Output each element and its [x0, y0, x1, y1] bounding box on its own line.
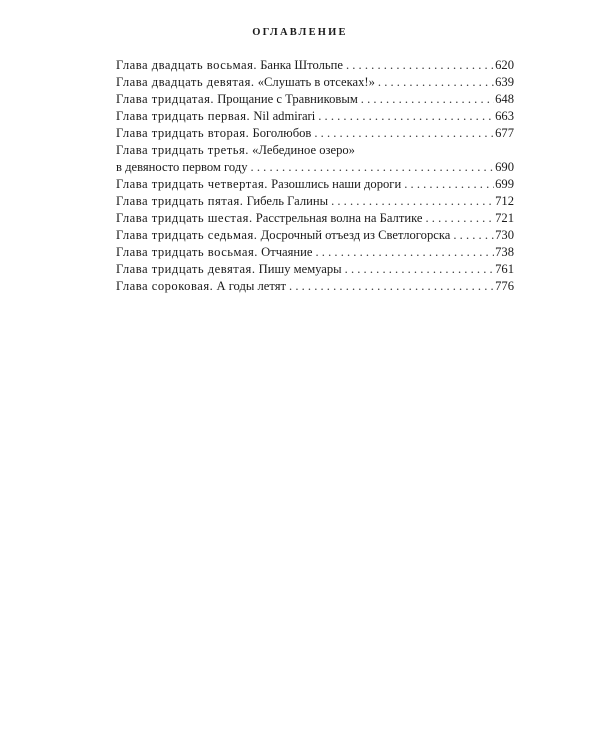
chapter-title: «Лебединое озеро»: [252, 143, 355, 157]
dot-leader: [346, 57, 494, 74]
page-number: 761: [495, 262, 514, 276]
page-number: 639: [495, 75, 514, 89]
toc-entry-line: [116, 176, 514, 193]
dot-leader: [251, 159, 495, 176]
toc-entry-text: [116, 261, 342, 278]
toc-entry-31[interactable]: [116, 108, 514, 125]
chapter-label: Глава тридцать пятая.: [116, 194, 244, 208]
chapter-label: Глава тридцать четвертая.: [116, 177, 268, 191]
toc-entry-text: [116, 74, 375, 91]
toc-entry-line: [116, 91, 514, 108]
toc-entry-28[interactable]: [116, 57, 514, 74]
toc-entry-text: [116, 210, 422, 227]
toc-entry-first-line: [116, 142, 514, 159]
page-number: 663: [495, 109, 514, 123]
page-number: 721: [495, 211, 514, 225]
toc-entry-line: [116, 193, 514, 210]
chapter-title: Пишу мемуары: [258, 262, 342, 276]
toc-entry-line: [116, 57, 514, 74]
page-number: 738: [495, 245, 514, 259]
toc-entry-38[interactable]: [116, 244, 514, 261]
toc-entry-line: [116, 227, 514, 244]
chapter-label: Глава тридцатая.: [116, 92, 215, 106]
chapter-title: А годы летят: [216, 279, 287, 293]
toc-entry-37[interactable]: [116, 227, 514, 244]
chapter-label: Глава тридцать вторая.: [116, 126, 250, 140]
toc-entry-36[interactable]: [116, 210, 514, 227]
dot-leader: [404, 176, 494, 193]
chapter-title: Расстрельная волна на Балтике: [255, 211, 423, 225]
chapter-title: Боголюбов: [252, 126, 312, 140]
chapter-title: Прощание с Травниковым: [217, 92, 358, 106]
page-number: 620: [495, 58, 514, 72]
chapter-label: Глава двадцать восьмая.: [116, 58, 258, 72]
toc-entry-29[interactable]: [116, 74, 514, 91]
chapter-title: Банка Штольпе: [260, 58, 343, 72]
dot-leader: [361, 91, 494, 108]
chapter-title: «Слушать в отсеках!»: [257, 75, 375, 89]
chapter-title: Разошлись наши дороги: [271, 177, 402, 191]
toc-entry-line: [116, 108, 514, 125]
dot-leader: [453, 227, 494, 244]
dot-leader: [425, 210, 494, 227]
chapter-label: Глава тридцать шестая.: [116, 211, 253, 225]
toc-entry-line: [116, 210, 514, 227]
toc-entry-text: [116, 244, 313, 261]
toc-entry-33[interactable]: [116, 142, 514, 176]
dot-leader: [314, 125, 494, 142]
chapter-label: Глава тридцать девятая.: [116, 262, 256, 276]
toc-entry-text: [116, 278, 286, 295]
toc-entry-text: [116, 176, 401, 193]
page-number: 730: [495, 228, 514, 242]
toc-entry-text: [116, 91, 358, 108]
dot-leader: [316, 244, 495, 261]
toc-entry-40[interactable]: [116, 278, 514, 295]
page-number: 648: [495, 92, 514, 106]
toc-entry-34[interactable]: [116, 176, 514, 193]
page-number: 677: [495, 126, 514, 140]
table-of-contents: [116, 57, 514, 295]
dot-leader: [318, 108, 494, 125]
toc-entry-line: [116, 159, 514, 176]
page-number: 699: [495, 177, 514, 191]
toc-entry-line: [116, 261, 514, 278]
toc-entry-line: [116, 74, 514, 91]
chapter-label: Глава тридцать третья.: [116, 143, 249, 157]
toc-entry-35[interactable]: [116, 193, 514, 210]
toc-entry-line: [116, 125, 514, 142]
toc-entry-line: [116, 244, 514, 261]
chapter-label: Глава сороковая.: [116, 279, 214, 293]
toc-entry-30[interactable]: [116, 91, 514, 108]
toc-entry-line: [116, 278, 514, 295]
dot-leader: [331, 193, 494, 210]
toc-entry-32[interactable]: [116, 125, 514, 142]
dot-leader: [289, 278, 494, 295]
chapter-title: Nil admirari: [253, 109, 316, 123]
page-number: 690: [495, 160, 514, 174]
toc-entry-text: [116, 193, 328, 210]
chapter-label: Глава тридцать восьмая.: [116, 245, 258, 259]
toc-entry-39[interactable]: [116, 261, 514, 278]
chapter-title-continued: в девяносто первом году: [116, 160, 248, 174]
page-number: 776: [495, 279, 514, 293]
chapter-label: Глава тридцать седьмая.: [116, 228, 258, 242]
chapter-title: Досрочный отъезд из Светлогорска: [260, 228, 451, 242]
chapter-label: Глава тридцать первая.: [116, 109, 251, 123]
toc-entry-text: [116, 125, 311, 142]
dot-leader: [345, 261, 494, 278]
chapter-title: Отчаяние: [261, 245, 313, 259]
toc-entry-text: [116, 227, 450, 244]
page-number: 712: [495, 194, 514, 208]
toc-heading: ОГЛАВЛЕНИЕ: [252, 27, 348, 38]
dot-leader: [378, 74, 494, 91]
toc-entry-text: [116, 57, 343, 74]
chapter-title: Гибель Галины: [246, 194, 329, 208]
chapter-label: Глава двадцать девятая.: [116, 75, 255, 89]
toc-entry-text: [116, 108, 315, 125]
